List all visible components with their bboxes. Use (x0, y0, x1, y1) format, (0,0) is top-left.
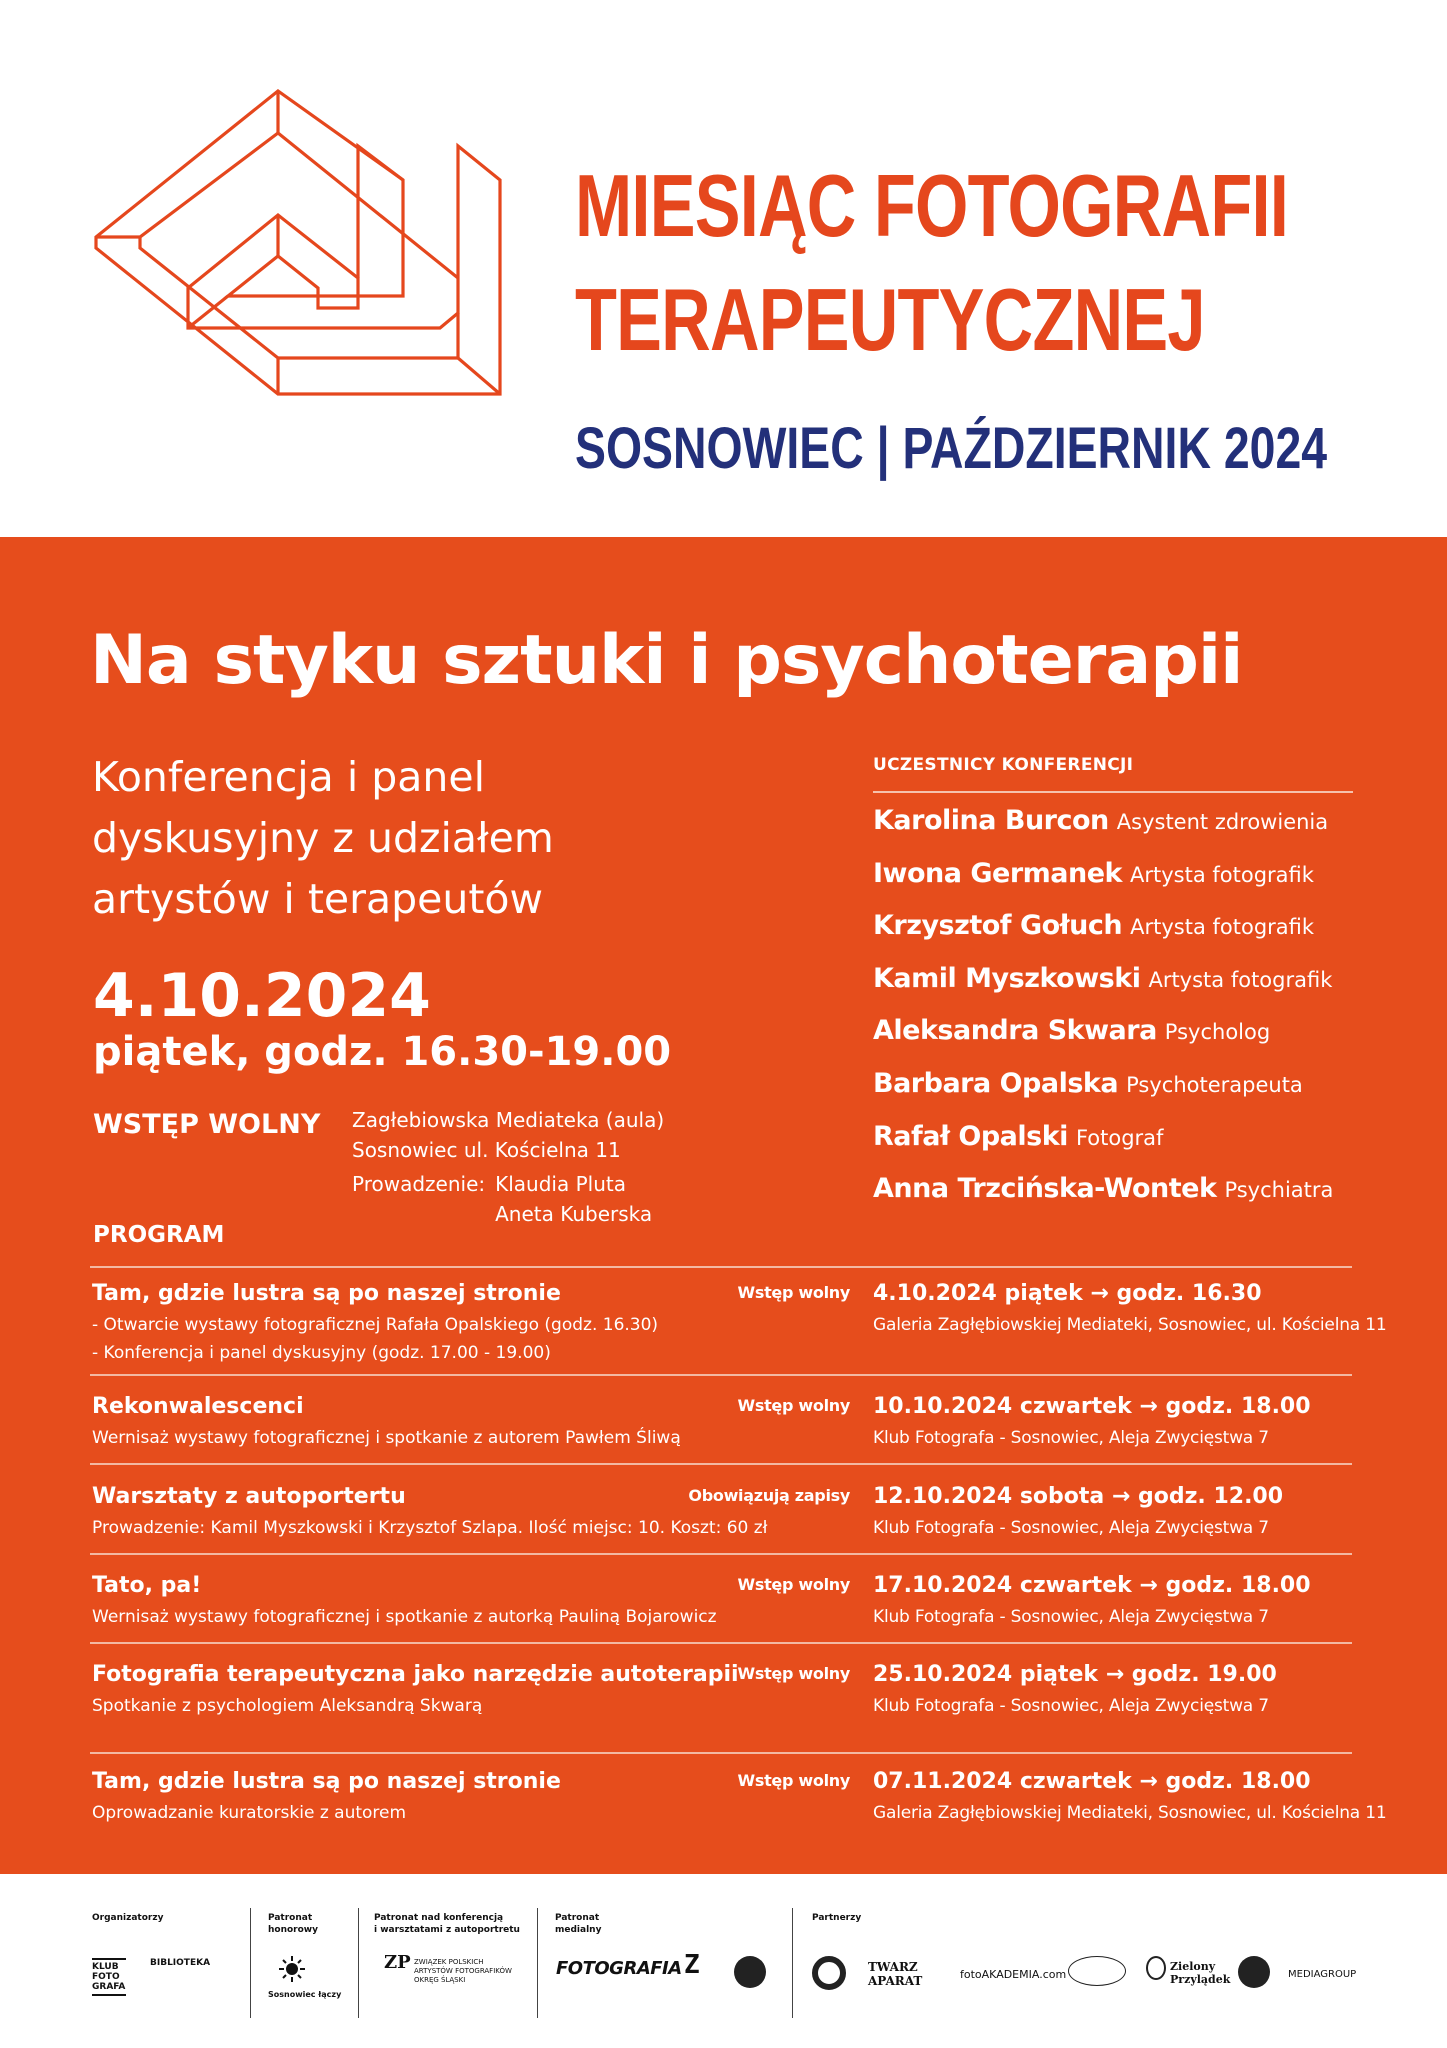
event-date: 25.10.2024 piątek → godz. 19.00 (873, 1662, 1277, 1687)
venue (352, 1105, 664, 1165)
participant-name: Iwona Germanek (873, 857, 1123, 889)
zielony-przyladek-logo: Zielony Przylądek (1170, 1960, 1231, 1986)
event-desc: Wernisaż wystawy fotograficznej i spotkanie z autorem Pawłem Śliwą (92, 1428, 681, 1448)
event-desc: Spotkanie z psychologiem Aleksandrą Skwarą (92, 1696, 483, 1716)
footer-divider (358, 1908, 359, 2018)
participant-name: Rafał Opalski (873, 1120, 1068, 1152)
participant-name: Kamil Myszkowski (873, 962, 1141, 994)
list-item (873, 1121, 1413, 1174)
fotografia-logo: FOTOGRAFIA (556, 1958, 682, 1979)
event-date: 4.10.2024 (93, 961, 431, 1031)
event-desc: Oprowadzanie kuratorskie z autorem (92, 1803, 407, 1823)
program-divider (90, 1266, 1352, 1268)
event-desc: - Konferencja i panel dyskusyjny (godz. 17.00 - 19.00) (92, 1343, 551, 1363)
sponsors-footer (0, 1874, 1447, 2048)
zielony-leaf-icon (1146, 1956, 1166, 1980)
event-badge: Wstęp wolny (737, 1575, 850, 1594)
participant-role: Psychiatra (1224, 1178, 1334, 1203)
twarz-aparat-logo: TWARZ APARAT (868, 1960, 923, 1988)
sosnowiec-sun-icon (272, 1954, 312, 1984)
event-date: 12.10.2024 sobota → godz. 12.00 (873, 1484, 1284, 1509)
list-item (873, 963, 1413, 1016)
fotoakademia-logo: fotoAKADEMIA.com (960, 1968, 1067, 1981)
program-divider (90, 1752, 1352, 1754)
hosts-names (495, 1169, 652, 1229)
sosnowiec-logo-text: Sosnowiec łączy (268, 1990, 342, 1999)
footer-divider (250, 1908, 251, 2018)
event-date: 07.11.2024 czwartek → godz. 18.00 (873, 1769, 1311, 1794)
page-title-line-1: MIESIĄC FOTOGRAFII (575, 156, 1289, 255)
event-title: Fotografia terapeutyczna jako narzędzie autoterapii (92, 1662, 739, 1687)
participant-name: Krzysztof Gołuch (873, 910, 1123, 942)
page-title-line-2: TERAPEUTYCZNEJ (575, 270, 1205, 369)
venue-line-2: Sosnowiec ul. Kościelna 11 (352, 1138, 621, 1162)
participant-role: Artysta fotografik (1148, 967, 1333, 992)
participant-role: Psychoterapeuta (1126, 1072, 1303, 1097)
event-desc: Prowadzenie: Kamil Myszkowski i Krzysztof Szlapa. Ilość miejsc: 10. Koszt: 60 zł (92, 1518, 768, 1538)
event-title: Rekonwalescenci (92, 1394, 304, 1419)
round-badge-icon (734, 1956, 766, 1988)
participant-name: Barbara Opalska (873, 1067, 1119, 1099)
event-title: Tam, gdzie lustra są po naszej stronie (92, 1769, 561, 1794)
free-entry-label: WSTĘP WOLNY (93, 1109, 321, 1140)
biblioteka-logo: BIBLIOTEKA (150, 1958, 211, 1968)
media-label-1: Patronat (555, 1913, 600, 1923)
participant-role: Psycholog (1164, 1020, 1271, 1045)
lead-text: Konferencja i panel dyskusyjny z udziałem artystów i terapeutów (92, 753, 554, 923)
list-item (873, 805, 1413, 858)
zpaf-icon: ZP (384, 1952, 411, 1973)
event-place: Klub Fotografa - Sosnowiec, Aleja Zwycięstwa 7 (873, 1518, 1269, 1538)
event-date: 4.10.2024 piątek → godz. 16.30 (873, 1281, 1262, 1306)
honorary-label-1: Patronat (268, 1913, 313, 1923)
participant-role: Artysta fotografik (1130, 862, 1314, 887)
conference-label-2: i warsztatami z autoportretu (374, 1925, 520, 1935)
list-item (873, 1015, 1413, 1068)
program-divider (90, 1463, 1352, 1465)
host-1: Klaudia Pluta (495, 1172, 626, 1196)
footer-divider (537, 1908, 538, 2018)
event-desc: Wernisaż wystawy fotograficznej i spotkanie z autorką Pauliną Bojarowicz (92, 1607, 717, 1627)
organizers-label: Organizatorzy (92, 1913, 164, 1923)
event-badge: Wstęp wolny (737, 1664, 850, 1683)
klub-fotografa-logo: KLUB FOTO GRAFA (92, 1958, 126, 1996)
impossible-triangle-icon (88, 88, 508, 414)
participant-name: Anna Trzcińska-Wontek (873, 1173, 1217, 1205)
mediagroup-logo: MEDIAGROUP (1288, 1969, 1357, 1980)
zpaf-logo: ZWIĄZEK POLSKICH ARTYSTÓW FOTOGRAFIKÓW OKRĘG ŚLĄSKI (414, 1958, 512, 1984)
camera-lens-icon (812, 1956, 846, 1990)
event-title: Tam, gdzie lustra są po naszej stronie (92, 1281, 561, 1306)
participant-name: Aleksandra Skwara (873, 1015, 1157, 1047)
event-title: Warsztaty z autoportertu (92, 1484, 406, 1509)
conference-label-1: Patronat nad konferencją (374, 1913, 504, 1923)
partner-badge-icon (1238, 1956, 1270, 1988)
hosts (352, 1169, 652, 1229)
event-date: 17.10.2024 czwartek → godz. 18.00 (873, 1573, 1311, 1598)
partners-label: Partnerzy (812, 1913, 862, 1923)
headline: Na styku sztuki i psychoterapii (90, 621, 1243, 700)
host-2: Aneta Kuberska (495, 1202, 653, 1226)
event-place: Klub Fotografa - Sosnowiec, Aleja Zwycięstwa 7 (873, 1607, 1269, 1627)
main-panel (0, 537, 1447, 1874)
event-place: Klub Fotografa - Sosnowiec, Aleja Zwycięstwa 7 (873, 1696, 1269, 1716)
event-badge: Obowiązują zapisy (688, 1486, 850, 1505)
list-item (873, 1173, 1413, 1226)
participant-role: Asystent zdrowienia (1116, 810, 1329, 834)
program-divider (90, 1553, 1352, 1555)
page-subtitle: SOSNOWIEC | PAŹDZIERNIK 2024 (575, 416, 1328, 481)
poster-header (0, 0, 1447, 537)
hosts-label: Prowadzenie: (352, 1172, 486, 1196)
event-place: Galeria Zagłębiowskiej Mediateki, Sosnowiec, ul. Kościelna 11 (873, 1803, 1387, 1823)
event-place: Galeria Zagłębiowskiej Mediateki, Sosnowiec, ul. Kościelna 11 (873, 1315, 1387, 1335)
participant-name: Karolina Burcon (873, 805, 1109, 836)
participant-role: Artysta fotografik (1130, 915, 1315, 940)
program-heading: PROGRAM (93, 1222, 225, 1248)
event-date: 10.10.2024 czwartek → godz. 18.00 (873, 1394, 1311, 1419)
participants-list (873, 805, 1413, 1226)
footer-divider (792, 1908, 793, 2018)
media-patronage-label (555, 1912, 601, 1936)
media-label-2: medialny (555, 1925, 602, 1935)
program-divider (90, 1374, 1352, 1376)
list-item (873, 858, 1413, 911)
honorary-label (268, 1912, 318, 1936)
list-item (873, 910, 1413, 963)
list-item (873, 1068, 1413, 1121)
event-title: Tato, pa! (92, 1573, 202, 1598)
program-divider (90, 1642, 1352, 1644)
participants-divider (873, 791, 1353, 793)
event-badge: Wstęp wolny (737, 1283, 850, 1302)
honorary-label-2: honorowy (268, 1925, 318, 1935)
event-badge: Wstęp wolny (737, 1771, 850, 1790)
event-badge: Wstęp wolny (737, 1396, 850, 1415)
participants-heading: UCZESTNICY KONFERENCJI (873, 755, 1134, 775)
conference-patronage-label (374, 1912, 520, 1936)
event-desc: - Otwarcie wystawy fotograficznej Rafała Opalskiego (godz. 16.30) (92, 1315, 659, 1335)
venue-line-1: Zagłebiowska Mediateka (aula) (352, 1108, 665, 1132)
z-logo-icon: Z (684, 1950, 700, 1980)
participant-role: Fotograf (1075, 1125, 1164, 1150)
event-day-time: piątek, godz. 16.30-19.00 (93, 1029, 672, 1075)
event-place: Klub Fotografa - Sosnowiec, Aleja Zwycięstwa 7 (873, 1428, 1269, 1448)
stowarzyszenie-logo-icon (1068, 1956, 1126, 1986)
